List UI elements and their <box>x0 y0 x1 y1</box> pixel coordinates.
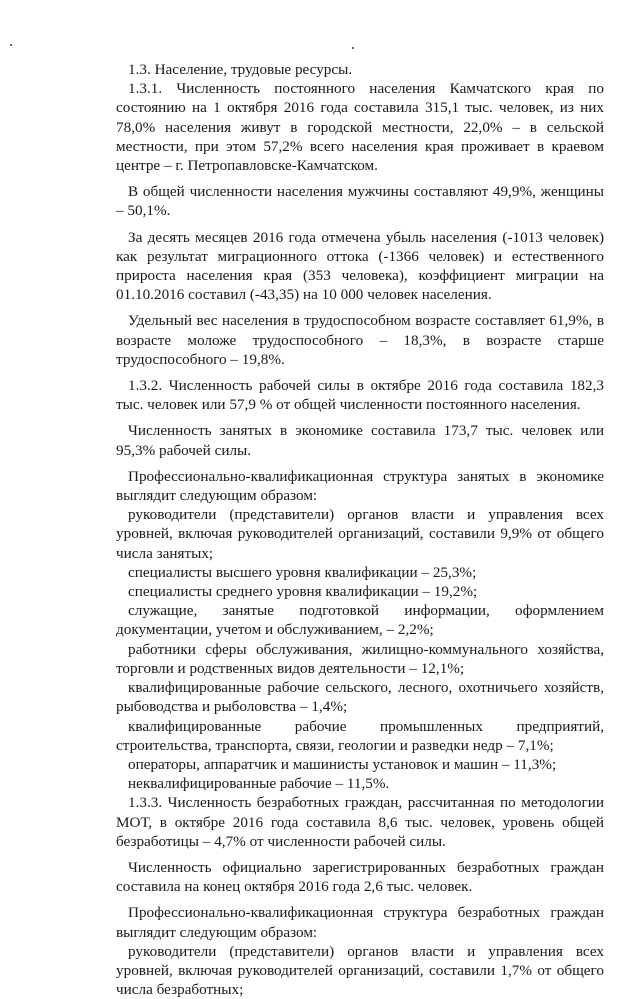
paragraph: Профессионально-квалификационная структура занятых в экономике выглядит следующим образом: <box>116 467 604 505</box>
paragraph: В общей численности населения мужчины составляют 49,9%, женщины – 50,1%. <box>116 183 604 220</box>
paragraph: 1.3.3. Численность безработных граждан, рассчитанная по методологии МОТ, в октябре 2016 года составила 8,6 тыс. человек, уровень общей безработицы – 4,7% от численности рабочей силы. <box>116 794 604 850</box>
section-heading: 1.3. Население, трудовые ресурсы. <box>128 61 353 78</box>
paragraph: Удельный вес населения в трудоспособном возрасте составляет 61,9%, в возрасте моложе трудоспособного – 18,3%, в возрасте старше трудоспособного – 19,8%. <box>116 312 604 368</box>
paragraph: руководители (представители) органов власти и управления всех уровней, включая руководителей организаций, составили 9,9% от общего числа занятых; <box>116 506 604 562</box>
paragraph: операторы, аппаратчик и машинисты установок и машин – 11,3%; <box>128 755 557 773</box>
paragraph: неквалифицированные рабочие – 11,5%. <box>128 775 390 793</box>
scan-speck <box>10 44 12 46</box>
paragraph: Численность официально зарегистрированных безработных граждан составила на конец октября 2016 года 2,6 тыс. человек. <box>116 858 604 896</box>
paragraph: квалифицированные рабочие промышленных предприятий, строительства, транспорта, связи, геологии и разведки недр – 7,1%; <box>116 717 604 754</box>
paragraph: служащие, занятые подготовкой информации, оформлением документации, учетом и обслуживанием, – 2,2%; <box>116 602 604 639</box>
paragraph: руководители (представители) органов власти и управления всех уровней, включая руководителей организаций, составили 1,7% от общего числа безработных; <box>116 942 604 999</box>
paragraph: Численность занятых в экономике составила 173,7 тыс. человек или 95,3% рабочей силы. <box>116 422 604 459</box>
scan-speck <box>352 47 354 49</box>
paragraph: специалисты среднего уровня квалификации – 19,2%; <box>128 583 478 601</box>
paragraph: работники сферы обслуживания, жилищно-коммунального хозяйства, торговли и родственных видов деятельности – 12,1%; <box>116 640 604 677</box>
paragraph: квалифицированные рабочие сельского, лесного, охотничьего хозяйств, рыбоводства и рыболовства – 1,4%; <box>116 679 604 716</box>
paragraph: 1.3.2. Численность рабочей силы в октябре 2016 года составила 182,3 тыс. человек или 57,9 % от общей численности постоянного населения. <box>116 377 604 414</box>
paragraph: 1.3.1. Численность постоянного населения Камчатского края по состоянию на 1 октября 2016 года составила 315,1 тыс. человек, из них 78,0% населения живут в городской местности, 22,0% – в сельской местности, при этом 57,2% всего населения края проживает в краевом центре – г. Петропавловске-Камчатском. <box>116 80 604 175</box>
document-body <box>116 60 604 999</box>
paragraph: За десять месяцев 2016 года отмечена убыль населения (-1013 человек) как результат миграционного оттока (-1366 человек) и естественного прироста населения края (353 человека), коэффициент миграции на 01.10.2016 составил (-43,35) на 10 000 человек населения. <box>116 228 604 304</box>
paragraph: Профессионально-квалификационная структура безработных граждан выглядит следующим образом: <box>116 904 604 941</box>
paragraph: специалисты высшего уровня квалификации – 25,3%; <box>128 563 477 581</box>
